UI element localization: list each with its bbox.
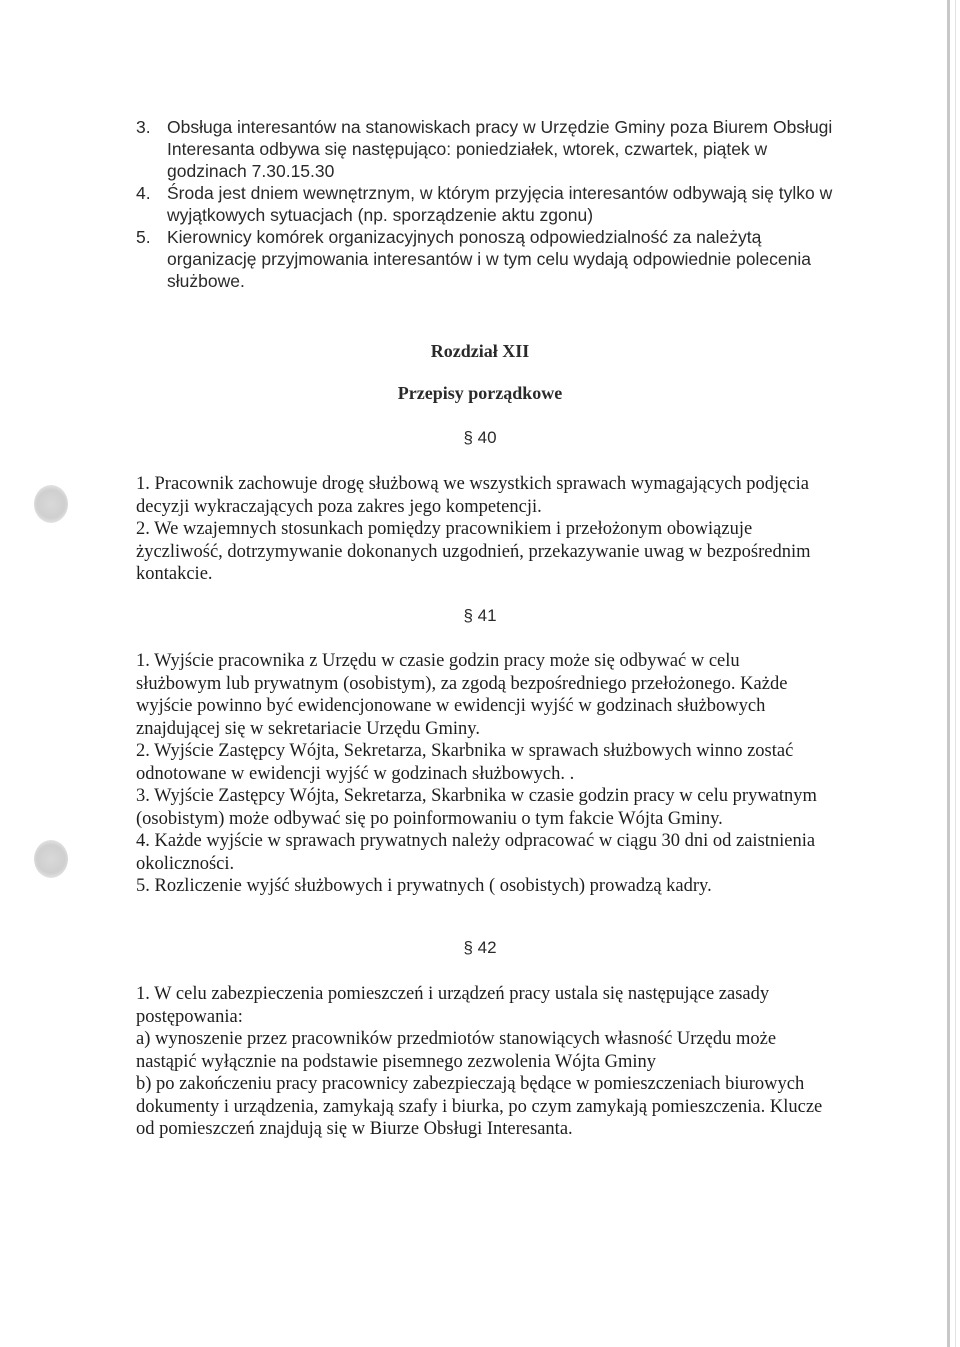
chapter-title: Rozdział XII [430,341,530,361]
list-item [136,182,836,226]
paragraph: a) wynoszenie przez pracowników przedmiotów stanowiących własność Urzędu może nastąpić wyłącznie na podstawie pisemnego zezwolenia Wójta Gminy [136,1029,777,1072]
section-heading-42: § 42 [463,938,497,957]
paragraph: 2. Wyjście Zastępcy Wójta, Sekretarza, Skarbnika w sprawach służbowych winno zostać odnotowane w ewidencji wyjść w godzinach służbowych. . [136,741,794,784]
list-item-text: Obsługa interesantów na stanowiskach pracy w Urzędzie Gminy poza Biurem Obsługi Interesanta odbywa się następująco: poniedziałek, wtorek, czwartek, piątek w godzinach 7.30.15.30 [167,117,833,181]
section-heading-41: § 41 [463,606,497,625]
list-item-number: 5. [136,227,151,247]
paragraph: 2. We wzajemnych stosunkach pomiędzy pracownikiem i przełożonym obowiązuje życzliwość, dotrzymywanie dokonanych uzgodnień, przekazywanie uwag w bezpośrednim kontakcie. [136,519,811,584]
list-item-number: 4. [136,183,151,203]
scan-edge-line [947,0,950,1347]
paragraph: 1. W celu zabezpieczenia pomieszczeń i urządzeń pracy ustala się następujące zasady postępowania: [136,984,770,1027]
section-heading-40: § 40 [463,428,497,447]
list-item-text: Kierownicy komórek organizacyjnych ponoszą odpowiedzialność za należytą organizację przyjmowania interesantów i w tym celu wydają odpowiednie polecenia służbowe. [167,227,811,291]
paragraph: 5. Rozliczenie wyjść służbowych i prywatnych ( osobistych) prowadzą kadry. [136,876,712,896]
list-item [136,226,836,292]
numbered-list-continuation [136,116,836,292]
section-40-body [136,473,826,586]
section-42-body [136,983,826,1141]
paragraph: 3. Wyjście Zastępcy Wójta, Sekretarza, Skarbnika w czasie godzin pracy w celu prywatnym (osobistym) może odbywać się po poinformowaniu o tym fakcie Wójta Gminy. [136,786,817,829]
scan-edge-line-secondary [955,0,956,1347]
punch-hole-upper [34,485,68,523]
list-item-number: 3. [136,117,151,137]
list-item [136,116,836,182]
punch-hole-lower [34,840,68,878]
list-item-text: Środa jest dniem wewnętrznym, w którym przyjęcia interesantów odbywają się tylko w wyjątkowych sytuacjach (np. sporządzenie aktu zgonu) [167,183,833,225]
paragraph: 4. Każde wyjście w sprawach prywatnych należy odpracować w ciągu 30 dni od zaistnienia okoliczności. [136,831,816,874]
paragraph: 1. Wyjście pracownika z Urzędu w czasie godzin pracy może się odbywać w celu służbowym lub prywatnym (osobistym), za zgodą bezpośredniego przełożonego. Każde wyjście powinno być ewidencjonowane w ewidencji wyjść w godzinach służbowych znajdującej się w sekretariacie Urzędu Gminy. [136,651,788,739]
paragraph: b) po zakończeniu pracy pracownicy zabezpieczają będące w pomieszczeniach biurowych dokumenty i urządzenia, zamykają szafy i biurka, po czym zamykają pomieszczenia. Klucze od pomieszczeń znajdują się w Biurze Obsługi Interesanta. [136,1074,823,1139]
paragraph: 1. Pracownik zachowuje drogę służbową we wszystkich sprawach wymagających podjęcia decyzji wykraczających poza zakres jego kompetencji. [136,474,809,517]
chapter-subtitle: Przepisy porządkowe [397,383,563,403]
section-41-body [136,650,826,898]
